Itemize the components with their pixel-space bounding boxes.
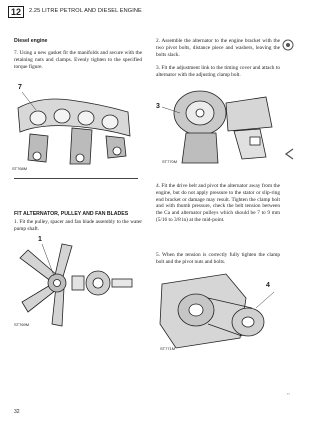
figure-belt-tension: [156, 268, 280, 352]
header-title: 2.25 LITRE PETROL AND DIESEL ENGINE: [29, 8, 142, 14]
step-1-text: 1. Fit the pulley, spacer and fan blade assembly to the water pump shaft.: [14, 219, 142, 232]
figure-callout: 1: [38, 236, 42, 243]
page-header: [8, 6, 292, 20]
step-4-text: 4. Fit the drive belt and pivot the alternator away from the engine, but do not apply pressure to the stator or slip-ring end bracket or damage may result. Tighten the clamp bolt and with thumb pressure, check the belt tension between the Ca and alternator pulleys which should be 7 to 9 mm (5/16 to 3/8 in) at the mid-point.: [156, 183, 280, 223]
chapter-number: 12: [8, 6, 24, 18]
figure-callout: 7: [18, 84, 22, 91]
figure-manifold: [10, 78, 140, 172]
section-heading: Diesel engine: [14, 38, 48, 44]
figure-caption: ST770M: [162, 159, 178, 164]
margin-wrench-icon: [282, 38, 294, 56]
stray-mark: ": [287, 392, 290, 400]
margin-arrow-icon: [283, 147, 295, 166]
step-7-text: 7. Using a new gasket fit the manifolds and secure with the retaining nuts and clamps. Evenly tighten to the specified torque figure.: [14, 50, 142, 70]
section-divider: [14, 178, 138, 179]
figure-callout: 3: [156, 103, 160, 110]
step-3-text: 3. Fit the adjustment link to the timing cover and attach to alternator with the adjusting clamp bolt.: [156, 65, 280, 78]
step-5-text: 5. When the tension is correctly fully tighten the clamp bolt and the pivot nuts and bolts.: [156, 252, 280, 265]
step-2-text: 2. Assemble the alternator to the engine bracket with the two pivot bolts, distance piece and washers, leaving the bolts slack.: [156, 38, 280, 58]
figure-caption: ST768M: [12, 166, 28, 171]
figure-caption: ST771M: [160, 346, 176, 351]
figure-fan-blades: [12, 236, 140, 330]
fit-alternator-heading: FIT ALTERNATOR, PULLEY AND FAN BLADES: [14, 211, 129, 217]
figure-caption: ST769M: [14, 322, 30, 327]
figure-callout: 4: [266, 282, 270, 289]
page-number: 32: [14, 409, 20, 415]
figure-alternator: [156, 83, 280, 165]
